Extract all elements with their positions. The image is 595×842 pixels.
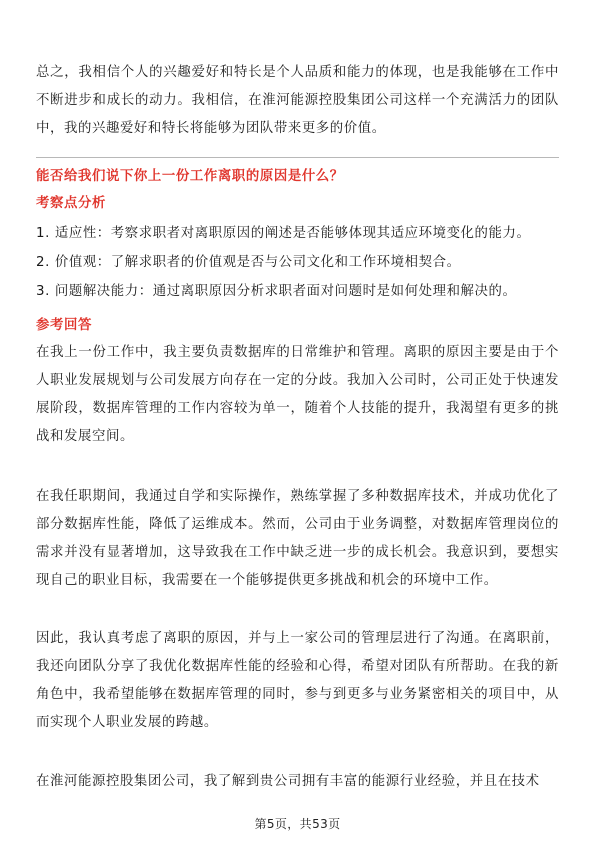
analysis-item: 2. 价值观：了解求职者的价值观是否与公司文化和工作环境相契合。	[36, 255, 461, 270]
intro-paragraph: 总之，我相信个人的兴趣爱好和特长是个人品质和能力的体现，也是我能够在工作中不断进步和成长的动力。我相信，在淮河能源控股集团公司这样一个充满活力的团队中，我的兴趣爱好和特长将能够为团队带来更多的价值。	[36, 65, 559, 136]
answer-paragraph: 在我任职期间，我通过自学和实际操作，熟练掌握了多种数据库技术，并成功优化了部分数据库性能，降低了运维成本。然而，公司由于业务调整，对数据库管理岗位的需求并没有显著增加，这导致我在工作中缺乏进一步的成长机会。我意识到，要想实现自己的职业目标，我需要在一个能够提供更多挑战和机会的环境中工作。	[36, 489, 559, 588]
question-heading: 能否给我们说下你上一份工作离职的原因是什么？	[36, 169, 344, 184]
page-number: 第5页，共53页	[254, 817, 341, 831]
section-divider	[36, 157, 559, 158]
answer-paragraph: 因此，我认真考虑了离职的原因，并与上一家公司的管理层进行了沟通。在离职前，我还向团队分享了我优化数据库性能的经验和心得，希望对团队有所帮助。在我的新角色中，我希望能够在数据库管理的同时，参与到更多与业务紧密相关的项目中，从而实现个人职业发展的跨越。	[36, 631, 559, 730]
analysis-item: 3. 问题解决能力：通过离职原因分析求职者面对问题时是如何处理和解决的。	[36, 284, 517, 299]
analysis-heading: 考察点分析	[36, 196, 106, 211]
answer-paragraph: 在我上一份工作中，我主要负责数据库的日常维护和管理。离职的原因主要是由于个人职业发展规划与公司发展方向存在一定的分歧。我加入公司时，公司正处于快速发展阶段，数据库管理的工作内容较为单一，随着个人技能的提升，我渴望有更多的挑战和发展空间。	[36, 345, 559, 444]
answer-heading: 参考回答	[36, 318, 92, 333]
analysis-item: 1. 适应性：考察求职者对离职原因的阐述是否能够体现其适应环境变化的能力。	[36, 226, 531, 241]
answer-paragraph: 在淮河能源控股集团公司，我了解到贵公司拥有丰富的能源行业经验，并且在技术	[36, 774, 540, 789]
